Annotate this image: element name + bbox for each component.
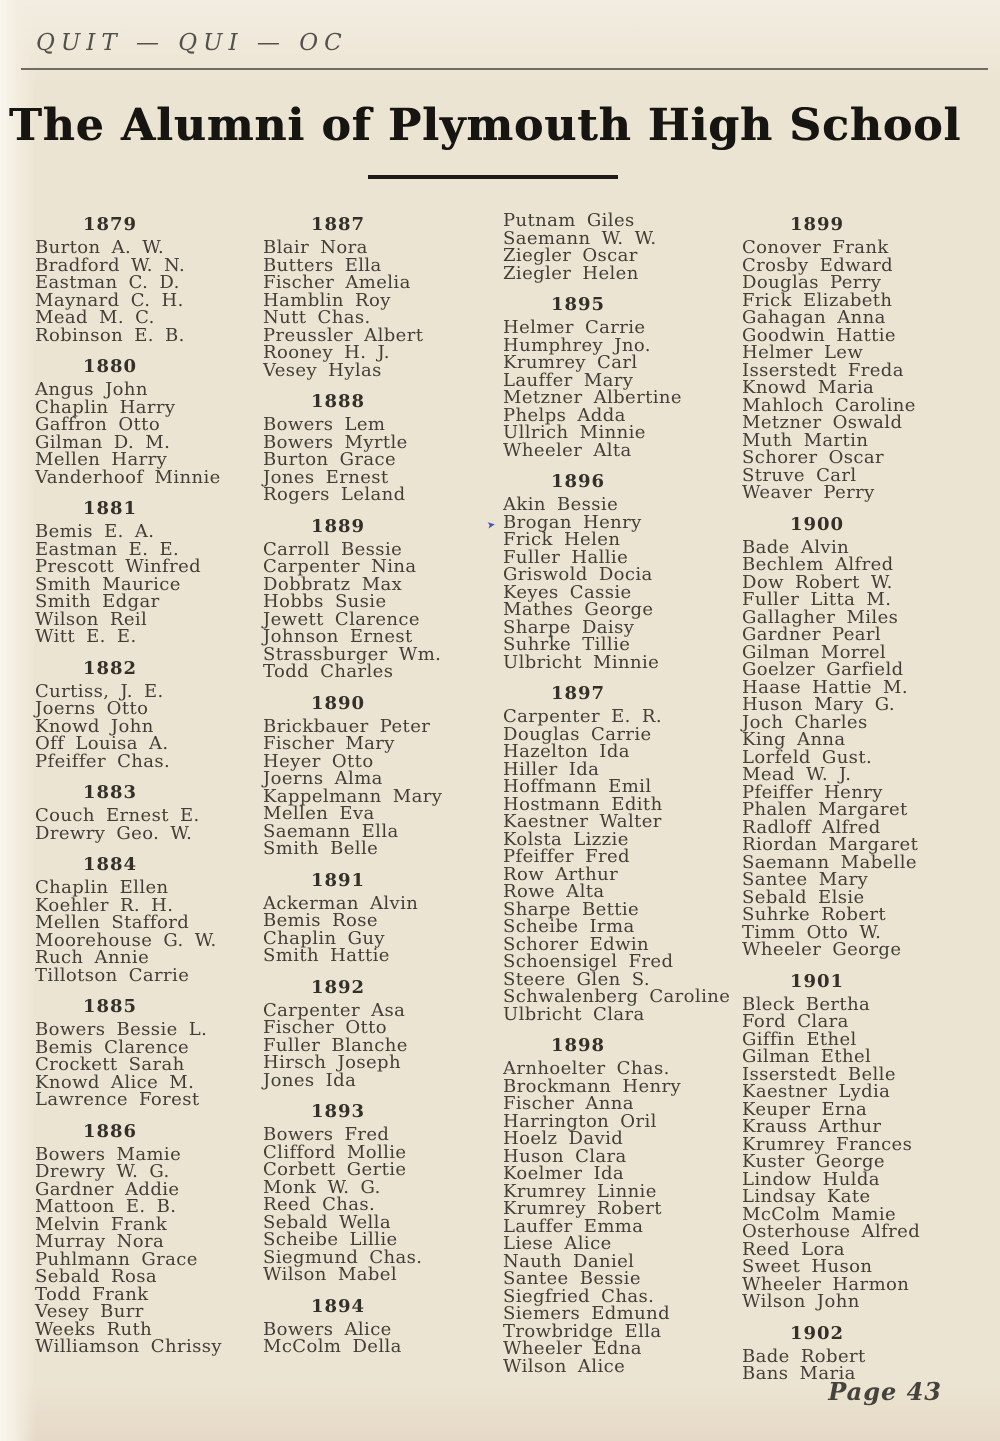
- alumni-name: Eastman E. E.: [35, 538, 180, 560]
- class-section-1881: [35, 498, 258, 646]
- alumni-name: McColm Mamie: [742, 1203, 897, 1225]
- class-section-1883: [35, 782, 258, 842]
- alumni-name: Smith Edgar: [35, 591, 160, 612]
- alumni-name: Nauth Daniel: [503, 1250, 635, 1272]
- alumni-name: Chaplin Guy: [263, 927, 385, 949]
- alumni-name: Eastman C. D.: [35, 272, 180, 293]
- class-section-1884: [35, 854, 258, 984]
- alumni-name: Todd Charles: [263, 661, 394, 682]
- class-section-1893: [263, 1101, 498, 1284]
- alumni-name: Rogers Leland: [263, 484, 406, 505]
- alumni-name: Phelps Adda: [503, 404, 626, 426]
- alumni-name: Bemis Clarence: [35, 1036, 190, 1058]
- alumni-name: Keyes Cassie: [503, 581, 632, 603]
- alumni-name: Gilman D. M.: [35, 431, 171, 453]
- alumni-name: Suhrke Tillie: [503, 634, 631, 655]
- alumni-name: Curtiss, J. E.: [35, 680, 164, 702]
- alumni-name: Hostmann Edith: [503, 793, 663, 815]
- alumni-name: Frick Helen: [503, 529, 621, 550]
- alumni-name: Lorfeld Gust.: [742, 746, 873, 768]
- year-heading: 1882: [82, 657, 138, 679]
- year-heading: 1888: [310, 391, 366, 412]
- year-heading: 1894: [310, 1295, 366, 1317]
- year-heading: 1902: [789, 1322, 845, 1344]
- alumni-name: Smith Hattie: [263, 945, 390, 966]
- alumni-name: Crosby Edward: [742, 254, 893, 276]
- alumni-name: Vesey Hylas: [263, 359, 382, 381]
- class-section-1888: [263, 391, 498, 504]
- alumni-name: Kaestner Walter: [503, 811, 662, 832]
- alumni-name: Lindsay Kate: [742, 1186, 871, 1207]
- year-heading: 1886: [82, 1120, 138, 1142]
- alumni-name: Kuster George: [742, 1151, 885, 1172]
- alumni-name: Brickbauer Peter: [263, 715, 431, 737]
- year-heading: 1883: [82, 782, 138, 803]
- alumni-name: Struve Carl: [742, 464, 857, 486]
- alumni-name: Krumrey Linnie: [503, 1180, 657, 1202]
- year-heading: 1879: [82, 214, 138, 235]
- alumni-name: Ruch Annie: [35, 947, 150, 968]
- alumni-name: Gallagher Miles: [742, 606, 899, 628]
- alumni-name: Rowe Alta: [503, 881, 605, 902]
- alumni-name: Gardner Pearl: [742, 624, 882, 645]
- alumni-name: Santee Bessie: [503, 1268, 641, 1289]
- alumni-name: Krumrey Carl: [503, 352, 638, 373]
- alumni-name: Metzner Oswald: [742, 412, 903, 433]
- alumni-name: Carpenter E. R.: [503, 706, 662, 727]
- alumni-name: Hazelton Ida: [503, 741, 630, 762]
- alumni-name: Crockett Sarah: [35, 1054, 185, 1075]
- alumni-name: Burton A. W.: [35, 237, 165, 258]
- class-section-1889: [263, 516, 498, 681]
- alumni-name: Krumrey Robert: [503, 1198, 662, 1219]
- year-heading: 1901: [789, 970, 845, 992]
- year-heading: 1881: [82, 498, 138, 519]
- alumni-name: Muth Martin: [742, 429, 869, 451]
- alumni-name: Frick Elizabeth: [742, 289, 893, 311]
- alumni-name: Huson Clara: [503, 1145, 627, 1167]
- alumni-name: Ziegler Oscar: [503, 245, 638, 266]
- class-section-1887: [263, 214, 498, 379]
- alumni-name: Hirsch Joseph: [263, 1052, 401, 1073]
- year-heading: 1891: [310, 869, 366, 891]
- alumni-name: Jones Ernest: [263, 466, 389, 488]
- alumni-name: Sebald Wella: [263, 1211, 391, 1233]
- alumni-name: Joerns Otto: [35, 698, 149, 719]
- alumni-name: Corbett Gertie: [263, 1159, 407, 1180]
- alumni-name: Phalen Margaret: [742, 799, 908, 820]
- page-number: Page 43: [828, 1377, 942, 1406]
- alumni-name: Williamson Chrissy: [35, 1336, 222, 1357]
- year-heading: 1890: [310, 692, 366, 714]
- alumni-name: Monk W. G.: [263, 1176, 381, 1198]
- alumni-name: Todd Frank: [35, 1283, 149, 1305]
- alumni-name-with-pen-mark: ➤ Brogan Henry: [503, 514, 737, 532]
- alumni-name: Siemers Edmund: [503, 1303, 671, 1324]
- alumni-name: Osterhouse Alfred: [742, 1221, 921, 1242]
- alumni-name: Weaver Perry: [742, 482, 875, 503]
- alumni-name: Row Arthur: [503, 863, 619, 885]
- alumni-name: Saemann Ella: [263, 820, 399, 842]
- alumni-name: Hamblin Roy: [263, 289, 391, 311]
- class-section-1898: [503, 1035, 737, 1375]
- class-section-1901: [742, 971, 990, 1311]
- alumni-name: Sebald Rosa: [35, 1266, 157, 1287]
- alumni-name: Gilman Morrel: [742, 641, 887, 663]
- alumni-name: Wheeler Harmon: [742, 1273, 910, 1295]
- year-heading: 1900: [789, 513, 845, 535]
- alumni-name: Fischer Amelia: [263, 272, 411, 293]
- alumni-name: Lindow Hulda: [742, 1168, 880, 1190]
- alumni-name: Off Louisa A.: [35, 733, 169, 754]
- alumni-name: Arnhoelter Chas.: [503, 1058, 670, 1079]
- alumni-name: Sharpe Bettie: [503, 898, 640, 920]
- alumni-name: Butters Ella: [263, 254, 382, 276]
- alumni-name: Fuller Hallie: [503, 546, 629, 568]
- alumni-name: Conover Frank: [742, 237, 889, 258]
- alumni-name: Steere Glen S.: [503, 968, 650, 990]
- alumni-name: Lauffer Mary: [503, 369, 634, 391]
- class-section-1880: [35, 356, 258, 486]
- year-heading: 1898: [550, 1035, 606, 1056]
- alumni-name: Siegmund Chas.: [263, 1246, 423, 1268]
- alumni-name: Pfeiffer Henry: [742, 781, 883, 803]
- class-section-continued: [503, 212, 737, 282]
- alumni-name: Bade Alvin: [742, 536, 850, 558]
- alumni-name: Smith Maurice: [35, 573, 181, 595]
- masthead-rule: [21, 68, 988, 70]
- alumni-name: Robinson E. B.: [35, 324, 185, 346]
- alumni-name: Fischer Mary: [263, 733, 395, 754]
- alumni-name: Strassburger Wm.: [263, 643, 442, 665]
- alumni-name: Mead W. J.: [742, 764, 852, 785]
- alumni-name: Clifford Mollie: [263, 1141, 407, 1163]
- alumni-name: Ulbricht Clara: [503, 1003, 645, 1025]
- alumni-name: Bowers Alice: [263, 1318, 392, 1340]
- alumni-name: Rooney H. J.: [263, 342, 390, 363]
- alumni-name: Kolsta Lizzie: [503, 828, 629, 850]
- year-heading: 1892: [310, 976, 366, 998]
- alumni-name: Moorehouse G. W.: [35, 929, 217, 951]
- alumni-name: Maynard C. H.: [35, 289, 184, 311]
- alumni-name: Ford Clara: [742, 1011, 849, 1032]
- alumni-name: Couch Ernest E.: [35, 805, 200, 826]
- alumni-name: Huson Mary G.: [742, 694, 895, 715]
- alumni-name: Reed Lora: [742, 1238, 845, 1260]
- alumni-name: Helmer Carrie: [503, 317, 646, 338]
- alumni-name: Akin Bessie: [503, 494, 619, 515]
- alumni-name: Schwalenberg Caroline: [503, 986, 731, 1007]
- alumni-name: Preussler Albert: [263, 324, 424, 346]
- alumni-name: Kaestner Lydia: [742, 1081, 891, 1102]
- class-section-1891: [263, 870, 498, 965]
- alumni-name: Scheibe Lillie: [263, 1229, 398, 1250]
- alumni-name: Douglas Perry: [742, 272, 882, 293]
- alumni-name: Schoensigel Fred: [503, 951, 674, 972]
- alumni-column-2: [258, 212, 498, 1356]
- alumni-name: Melvin Frank: [35, 1213, 168, 1235]
- alumni-name: Suhrke Robert: [742, 904, 887, 925]
- alumni-name: Schorer Oscar: [742, 447, 885, 468]
- alumni-name: Isserstedt Freda: [742, 359, 904, 381]
- year-heading: 1899: [789, 214, 845, 235]
- alumni-columns: [30, 212, 990, 1383]
- alumni-name: Jewett Clarence: [263, 608, 420, 630]
- alumni-name: Wilson Reil: [35, 608, 148, 630]
- alumni-name: Bemis Rose: [263, 910, 378, 931]
- alumni-name: Vesey Burr: [35, 1301, 144, 1322]
- alumni-name: Heyer Otto: [263, 750, 374, 772]
- alumni-name: Ulbricht Minnie: [503, 651, 660, 673]
- alumni-name: Drewry W. G.: [35, 1161, 170, 1182]
- alumni-name: Isserstedt Belle: [742, 1063, 896, 1085]
- alumni-name: Fuller Blanche: [263, 1034, 408, 1056]
- alumni-name: Koehler R. H.: [35, 894, 174, 916]
- class-section-1890: [263, 693, 498, 858]
- alumni-name: Putnam Giles: [503, 210, 635, 231]
- alumni-name: Liese Alice: [503, 1233, 612, 1254]
- alumni-name: Wilson John: [742, 1291, 860, 1312]
- year-heading: 1880: [82, 356, 138, 377]
- alumni-name: Koelmer Ida: [503, 1163, 625, 1184]
- class-section-1900: [742, 514, 990, 959]
- class-section-1894: [263, 1296, 498, 1356]
- alumni-name: Bleck Bertha: [742, 993, 871, 1015]
- alumni-name: Mahloch Caroline: [742, 394, 916, 416]
- alumni-name: Blair Nora: [263, 237, 368, 258]
- alumni-name: Sebald Elsie: [742, 886, 865, 908]
- alumni-name: Gahagan Anna: [742, 307, 886, 328]
- alumni-name: Chaplin Harry: [35, 396, 176, 418]
- alumni-name: Goodwin Hattie: [742, 324, 896, 346]
- year-heading: 1887: [310, 214, 366, 235]
- alumni-name: Pfeiffer Chas.: [35, 750, 171, 772]
- alumni-name: Ziegler Helen: [503, 262, 639, 284]
- alumni-name: Wheeler Edna: [503, 1338, 642, 1359]
- alumni-name: Ackerman Alvin: [263, 892, 419, 914]
- alumni-name: Haase Hattie M.: [742, 676, 908, 698]
- alumni-name: Keuper Erna: [742, 1098, 868, 1120]
- alumni-column-4: [737, 212, 990, 1383]
- alumni-name: Angus John: [35, 379, 148, 400]
- year-heading: 1889: [310, 515, 366, 537]
- class-section-1899: [742, 214, 990, 502]
- alumni-name: Pfeiffer Fred: [503, 846, 630, 867]
- alumni-name: Bowers Mamie: [35, 1143, 182, 1165]
- alumni-name: Knowd John: [35, 715, 154, 737]
- alumni-name: Bowers Fred: [263, 1124, 390, 1145]
- alumni-name: Mellen Eva: [263, 803, 375, 824]
- alumni-column-1: [30, 212, 258, 1356]
- alumni-name: Siegfried Chas.: [503, 1285, 655, 1307]
- class-section-1882: [35, 658, 258, 771]
- alumni-name: Hobbs Susie: [263, 591, 387, 612]
- alumni-name: Trowbridge Ella: [503, 1320, 662, 1342]
- alumni-name: Kappelmann Mary: [263, 785, 443, 807]
- alumni-name: Mathes George: [503, 599, 654, 620]
- masthead-text: QUIT — QUI — OC: [36, 30, 348, 56]
- alumni-name: Gilman Ethel: [742, 1046, 872, 1067]
- alumni-name: Johnson Ernest: [263, 626, 413, 647]
- alumni-name: Metzner Albertine: [503, 387, 682, 408]
- alumni-name: Knowd Alice M.: [35, 1071, 195, 1093]
- alumni-name: Bowers Bessie L.: [35, 1019, 208, 1040]
- alumni-name: Griswold Docia: [503, 564, 653, 585]
- class-section-1892: [263, 977, 498, 1090]
- alumni-name: Mellen Stafford: [35, 912, 190, 933]
- alumni-name: Carroll Bessie: [263, 538, 403, 560]
- alumni-name: Wilson Mabel: [263, 1264, 397, 1285]
- alumni-name: Santee Mary: [742, 869, 869, 890]
- alumni-name: Giffin Ethel: [742, 1028, 857, 1050]
- year-heading: 1893: [310, 1101, 366, 1122]
- alumni-name: Scheibe Irma: [503, 916, 635, 937]
- year-heading: 1896: [550, 471, 606, 492]
- alumni-name: Tillotson Carrie: [35, 964, 190, 986]
- alumni-name: Carpenter Asa: [263, 999, 406, 1021]
- class-section-1879: [35, 214, 258, 344]
- alumni-name: Saemann W. W.: [503, 227, 657, 249]
- alumni-name: Witt E. E.: [35, 626, 137, 647]
- alumni-name: Hoffmann Emil: [503, 776, 652, 797]
- alumni-name: Vanderhoof Minnie: [35, 466, 221, 488]
- alumni-name: Gaffron Otto: [35, 414, 161, 435]
- alumni-name: Helmer Lew: [742, 342, 864, 363]
- year-heading: 1897: [550, 683, 606, 704]
- alumni-column-3: [498, 212, 737, 1375]
- alumni-name: Ullrich Minnie: [503, 422, 646, 443]
- alumni-name: Mattoon E. B.: [35, 1196, 177, 1217]
- alumni-name: Mead M. C.: [35, 307, 155, 328]
- alumni-name: Goelzer Garfield: [742, 659, 904, 680]
- alumni-name: Harrington Oril: [503, 1110, 657, 1132]
- alumni-name: Bowers Lem: [263, 414, 386, 435]
- alumni-name: Mellen Harry: [35, 449, 168, 470]
- class-section-1897: [503, 683, 737, 1023]
- alumni-name: Bechlem Alfred: [742, 554, 894, 575]
- alumni-name: Dobbratz Max: [263, 573, 403, 595]
- alumni-name: Sharpe Daisy: [503, 616, 635, 638]
- alumni-name: Gardner Addie: [35, 1178, 180, 1200]
- alumni-name: Krauss Arthur: [742, 1116, 882, 1137]
- alumni-name: Riordan Margaret: [742, 834, 919, 855]
- alumni-name: Drewry Geo. W.: [35, 822, 193, 844]
- alumni-name: Krumrey Frances: [742, 1133, 913, 1155]
- alumni-name: Saemann Mabelle: [742, 851, 917, 873]
- alumni-name: Fuller Litta M.: [742, 589, 892, 610]
- alumni-name: Schorer Edwin: [503, 933, 650, 955]
- year-heading: 1884: [82, 854, 138, 875]
- alumni-name: Wheeler George: [742, 939, 902, 960]
- alumni-name: Knowd Maria: [742, 377, 875, 398]
- alumni-name: Wheeler Alta: [503, 439, 632, 461]
- class-section-1895: [503, 294, 737, 459]
- class-section-1885: [35, 996, 258, 1109]
- alumni-name: Joch Charles: [742, 711, 868, 733]
- alumni-name: Hiller Ida: [503, 758, 600, 780]
- alumni-name: Carpenter Nina: [263, 556, 417, 577]
- alumni-name: Weeks Ruth: [35, 1318, 153, 1340]
- class-section-1886: [35, 1121, 258, 1356]
- alumni-name: Bradford W. N.: [35, 254, 186, 276]
- page-title: The Alumni of Plymouth High School: [8, 100, 962, 151]
- alumni-name: Wilson Alice: [503, 1355, 626, 1377]
- title-underline: [368, 175, 618, 179]
- alumni-name: Chaplin Ellen: [35, 877, 169, 898]
- alumni-name: Timm Otto W.: [742, 921, 882, 943]
- alumni-name: Bemis E. A.: [35, 521, 155, 542]
- alumni-name: Hoelz David: [503, 1128, 624, 1149]
- alumni-name: Fischer Anna: [503, 1093, 634, 1114]
- alumni-name: Brockmann Henry: [503, 1075, 682, 1097]
- alumni-name: Bade Robert: [742, 1345, 866, 1367]
- alumni-name: Bowers Myrtle: [263, 431, 408, 453]
- alumni-name: King Anna: [742, 729, 846, 750]
- class-section-1902: [742, 1323, 990, 1383]
- alumni-name: Dow Robert W.: [742, 571, 893, 593]
- alumni-name: Bans Maria: [742, 1363, 856, 1384]
- alumni-name: McColm Della: [263, 1336, 402, 1357]
- class-section-1896: [503, 471, 737, 671]
- alumni-name: Smith Belle: [263, 838, 379, 859]
- alumni-name: Lauffer Emma: [503, 1215, 644, 1237]
- alumni-name: Radloff Alfred: [742, 816, 881, 838]
- alumni-name: Prescott Winfred: [35, 556, 202, 577]
- alumni-name: Lawrence Forest: [35, 1089, 200, 1110]
- year-heading: 1895: [550, 294, 606, 315]
- alumni-name: Murray Nora: [35, 1231, 165, 1252]
- alumni-name: Douglas Carrie: [503, 723, 652, 745]
- alumni-name: Joerns Alma: [263, 768, 383, 789]
- alumni-name: Sweet Huson: [742, 1256, 873, 1277]
- alumni-name: Reed Chas.: [263, 1194, 376, 1215]
- alumni-name: Fischer Otto: [263, 1017, 387, 1038]
- alumni-name: Jones Ida: [263, 1069, 357, 1091]
- alumni-name: Burton Grace: [263, 449, 397, 470]
- year-heading: 1885: [82, 996, 138, 1017]
- alumni-name: Humphrey Jno.: [503, 334, 651, 356]
- alumni-name: Nutt Chas.: [263, 307, 371, 328]
- alumni-name: Puhlmann Grace: [35, 1248, 198, 1270]
